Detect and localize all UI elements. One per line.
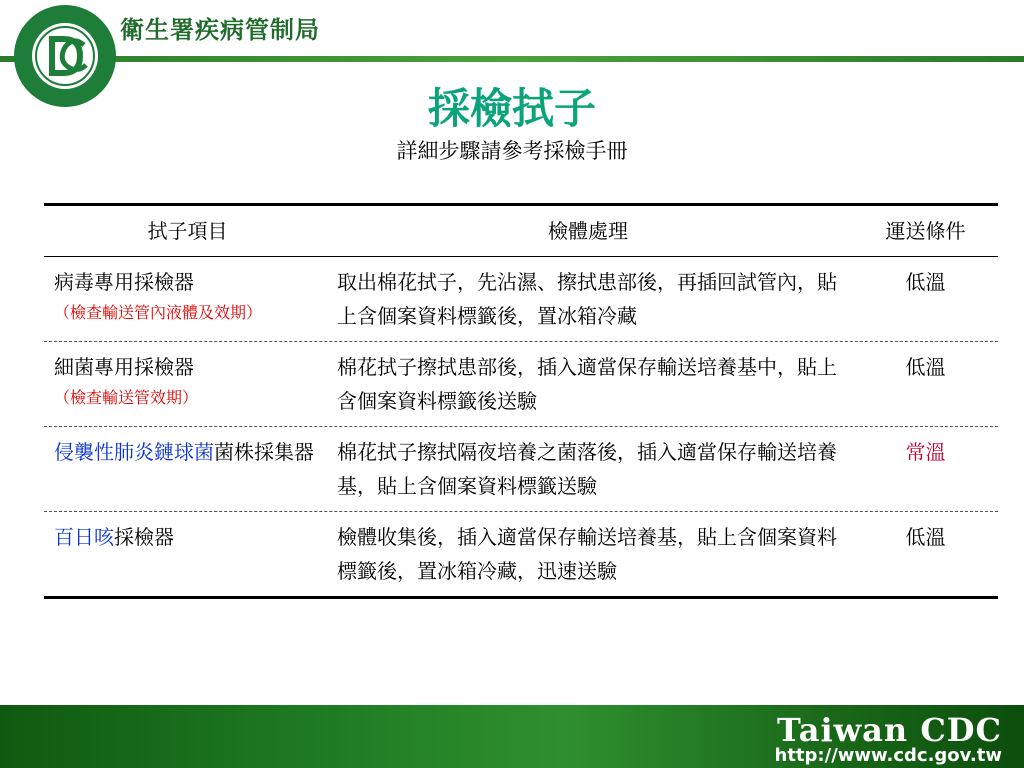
row-item-rest: 菌株採集器 — [214, 440, 314, 464]
table-row — [44, 512, 998, 596]
row-item-highlight: 百日咳 — [54, 525, 114, 549]
footer-brand: Taiwan CDC — [776, 711, 1002, 749]
page-subtitle: 詳細步驟請參考採檢手冊 — [396, 139, 628, 163]
row-process: 取出棉花拭子，先沾濕、擦拭患部後，再插回試管內，貼上含個案資料標籤後，置冰箱冷藏 — [337, 270, 837, 328]
row-transport: 低溫 — [905, 270, 946, 294]
table-row — [44, 257, 998, 342]
row-item: 病毒專用採檢器 — [54, 270, 194, 294]
row-process: 棉花拭子擦拭患部後，插入適當保存輸送培養基中，貼上含個案資料標籤後送驗 — [337, 355, 837, 413]
org-name: 衛生署疾病管制局 — [120, 16, 320, 44]
row-transport: 低溫 — [905, 525, 946, 549]
page-title: 採檢拭子 — [427, 84, 596, 133]
header-stripe — [0, 56, 1024, 62]
table-header — [44, 206, 998, 257]
footer-url: http://www.cdc.gov.tw — [774, 745, 1002, 766]
footer-bar — [0, 705, 1024, 768]
row-item: 細菌專用採檢器 — [54, 355, 194, 379]
row-note: （檢查輸送管內液體及效期） — [54, 303, 263, 322]
row-process: 檢體收集後，插入適當保存輸送培養基，貼上含個案資料標籤後，置冰箱冷藏，迅速送驗 — [337, 525, 837, 583]
row-item-rest: 採檢器 — [114, 525, 174, 549]
row-process: 棉花拭子擦拭隔夜培養之菌落後，插入適當保存輸送培養基，貼上含個案資料標籤送驗 — [337, 440, 837, 498]
row-transport: 低溫 — [905, 355, 946, 379]
row-note: （檢查輸送管效期） — [54, 388, 199, 407]
row-transport: 常溫 — [905, 440, 946, 464]
table-row — [44, 342, 998, 427]
header-item: 拭子項目 — [147, 219, 228, 243]
table-row — [44, 427, 998, 512]
header-process: 檢體處理 — [548, 219, 628, 243]
row-item-highlight: 侵襲性肺炎鏈球菌 — [54, 440, 214, 464]
header-transport: 運送條件 — [885, 219, 966, 243]
swab-table — [44, 203, 998, 599]
